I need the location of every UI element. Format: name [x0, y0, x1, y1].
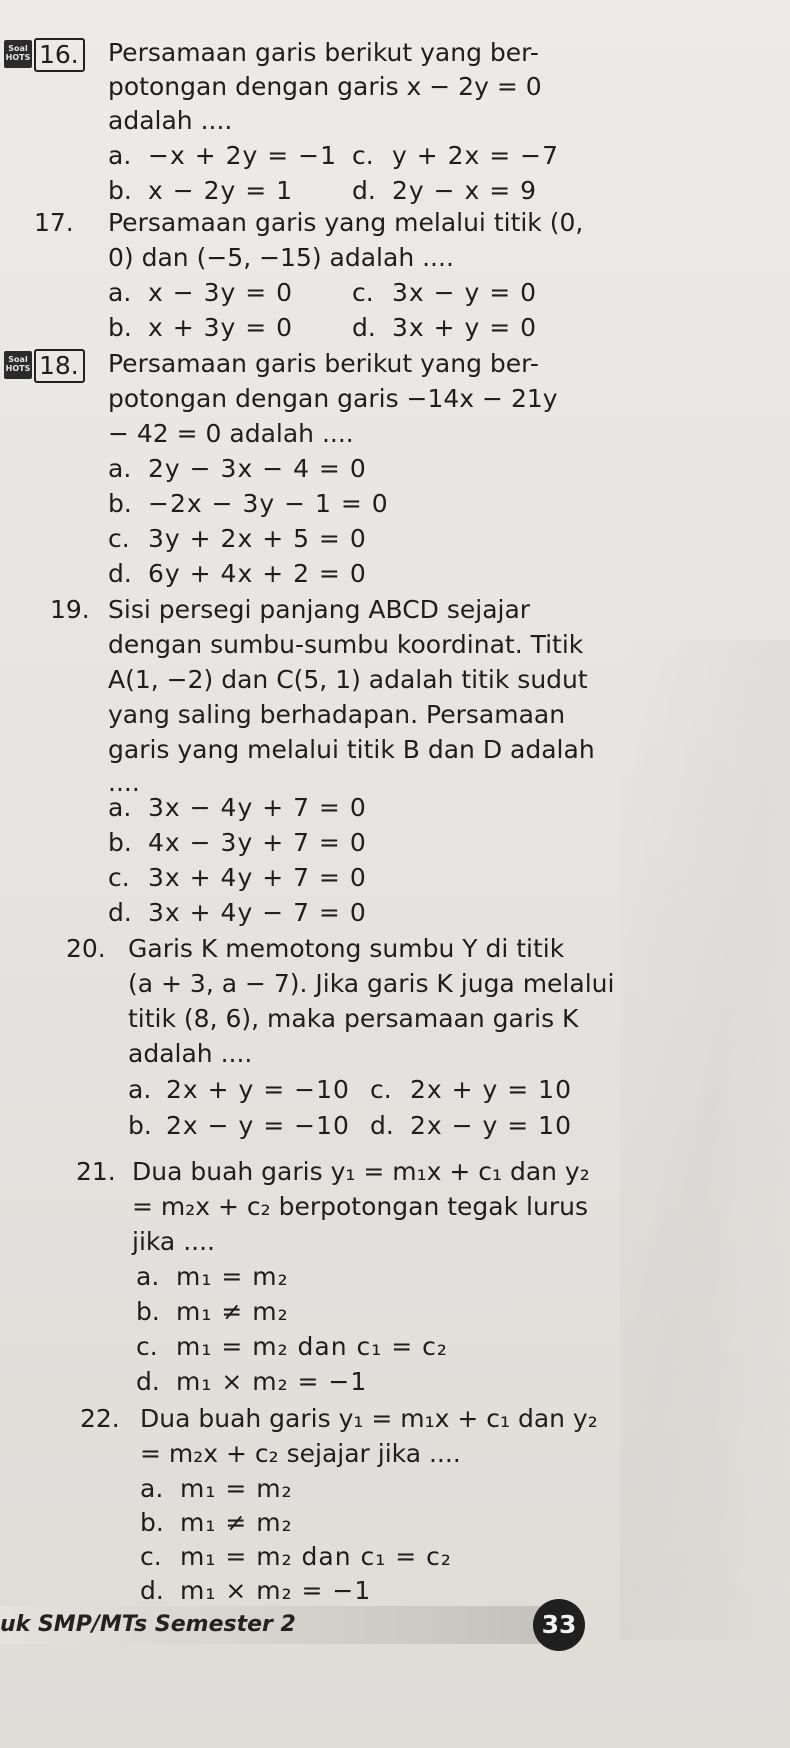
option-d[interactable]: 2y − x = 9 [392, 176, 538, 205]
question-text: 0) dan (−5, −15) adalah .... [108, 243, 454, 272]
question-number: 21. [76, 1157, 116, 1186]
option-b[interactable]: x + 3y = 0 [148, 313, 294, 342]
question-text: = m₂x + c₂ berpotongan tegak lurus [132, 1192, 588, 1221]
option-b[interactable]: m₁ ≠ m₂ [180, 1508, 293, 1537]
option-a[interactable]: x − 3y = 0 [148, 278, 294, 307]
option-a[interactable]: −x + 2y = −1 [148, 141, 337, 170]
option-letter: b. [140, 1508, 164, 1537]
option-d[interactable]: 6y + 4x + 2 = 0 [148, 559, 367, 588]
question-text: A(1, −2) dan C(5, 1) adalah titik sudut [108, 665, 588, 694]
option-letter: d. [352, 313, 376, 342]
question-text: .... [108, 768, 140, 797]
option-letter: d. [108, 898, 132, 927]
page-fold-shadow [620, 640, 790, 1640]
question-number: 17. [34, 208, 74, 237]
option-letter: c. [370, 1075, 392, 1104]
question-text: yang saling berhadapan. Persamaan [108, 700, 566, 729]
option-letter: a. [128, 1075, 152, 1104]
option-c[interactable]: 2x + y = 10 [410, 1075, 572, 1104]
option-b[interactable]: x − 2y = 1 [148, 176, 294, 205]
option-letter: b. [128, 1111, 152, 1140]
question-text: = m₂x + c₂ sejajar jika .... [140, 1439, 461, 1468]
option-letter: c. [352, 141, 374, 170]
option-letter: b. [108, 828, 132, 857]
option-letter: b. [108, 313, 132, 342]
option-letter: a. [136, 1262, 160, 1291]
option-letter: d. [108, 559, 132, 588]
question-text: Sisi persegi panjang ABCD sejajar [108, 595, 531, 624]
question-text: Persamaan garis yang melalui titik (0, [108, 208, 584, 237]
option-letter: b. [136, 1297, 160, 1326]
question-text: potongan dengan garis −14x − 21y [108, 384, 558, 413]
question-number: 19. [50, 595, 90, 624]
option-d[interactable]: m₁ × m₂ = −1 [176, 1367, 368, 1396]
option-letter: b. [108, 176, 132, 205]
option-a[interactable]: 3x − 4y + 7 = 0 [148, 793, 367, 822]
question-text: jika .... [132, 1227, 215, 1256]
page-number: 33 [533, 1599, 585, 1651]
question-text: adalah .... [108, 106, 233, 135]
option-d[interactable]: m₁ × m₂ = −1 [180, 1576, 372, 1605]
option-c[interactable]: y + 2x = −7 [392, 141, 560, 170]
option-c[interactable]: 3y + 2x + 5 = 0 [148, 524, 367, 553]
option-letter: d. [370, 1111, 394, 1140]
question-text: (a + 3, a − 7). Jika garis K juga melalui [128, 969, 615, 998]
option-letter: c. [140, 1542, 162, 1571]
question-text: − 42 = 0 adalah .... [108, 419, 354, 448]
hots-badge-icon: Soal HOTS [4, 40, 32, 68]
option-a[interactable]: 2x + y = −10 [166, 1075, 350, 1104]
option-c[interactable]: 3x + 4y + 7 = 0 [148, 863, 367, 892]
option-letter: d. [140, 1576, 164, 1605]
option-c[interactable]: m₁ = m₂ dan c₁ = c₂ [176, 1332, 448, 1361]
option-letter: c. [108, 863, 130, 892]
option-d[interactable]: 2x − y = 10 [410, 1111, 572, 1140]
footer-book-title: uk SMP/MTs Semester 2 [0, 1612, 296, 1637]
option-b[interactable]: m₁ ≠ m₂ [176, 1297, 289, 1326]
option-d[interactable]: 3x + y = 0 [392, 313, 538, 342]
question-text: titik (8, 6), maka persamaan garis K [128, 1004, 579, 1033]
question-text: Garis K memotong sumbu Y di titik [128, 934, 565, 963]
question-number: 20. [66, 934, 106, 963]
question-number: 16. [34, 38, 85, 72]
question-text: Dua buah garis y₁ = m₁x + c₁ dan y₂ [132, 1157, 590, 1186]
option-letter: a. [108, 454, 132, 483]
question-text: adalah .... [128, 1039, 253, 1068]
option-c[interactable]: m₁ = m₂ dan c₁ = c₂ [180, 1542, 452, 1571]
option-letter: a. [108, 278, 132, 307]
option-b[interactable]: 2x − y = −10 [166, 1111, 350, 1140]
option-d[interactable]: 3x + 4y − 7 = 0 [148, 898, 367, 927]
question-text: dengan sumbu-sumbu koordinat. Titik [108, 630, 584, 659]
question-text: Dua buah garis y₁ = m₁x + c₁ dan y₂ [140, 1404, 598, 1433]
option-letter: a. [108, 141, 132, 170]
option-b[interactable]: −2x − 3y − 1 = 0 [148, 489, 389, 518]
option-letter: d. [352, 176, 376, 205]
option-letter: a. [108, 793, 132, 822]
option-a[interactable]: m₁ = m₂ [180, 1474, 293, 1503]
hots-badge-icon: Soal HOTS [4, 351, 32, 379]
question-number: 18. [34, 349, 85, 383]
option-a[interactable]: 2y − 3x − 4 = 0 [148, 454, 367, 483]
option-letter: c. [136, 1332, 158, 1361]
question-text: Persamaan garis berikut yang ber- [108, 349, 539, 378]
option-b[interactable]: 4x − 3y + 7 = 0 [148, 828, 367, 857]
question-text: potongan dengan garis x − 2y = 0 [108, 72, 542, 101]
question-text: garis yang melalui titik B dan D adalah [108, 735, 595, 764]
option-letter: b. [108, 489, 132, 518]
option-letter: d. [136, 1367, 160, 1396]
option-letter: c. [108, 524, 130, 553]
question-text: Persamaan garis berikut yang ber- [108, 38, 539, 67]
question-number: 22. [80, 1404, 120, 1433]
option-c[interactable]: 3x − y = 0 [392, 278, 538, 307]
option-letter: a. [140, 1474, 164, 1503]
option-a[interactable]: m₁ = m₂ [176, 1262, 289, 1291]
option-letter: c. [352, 278, 374, 307]
